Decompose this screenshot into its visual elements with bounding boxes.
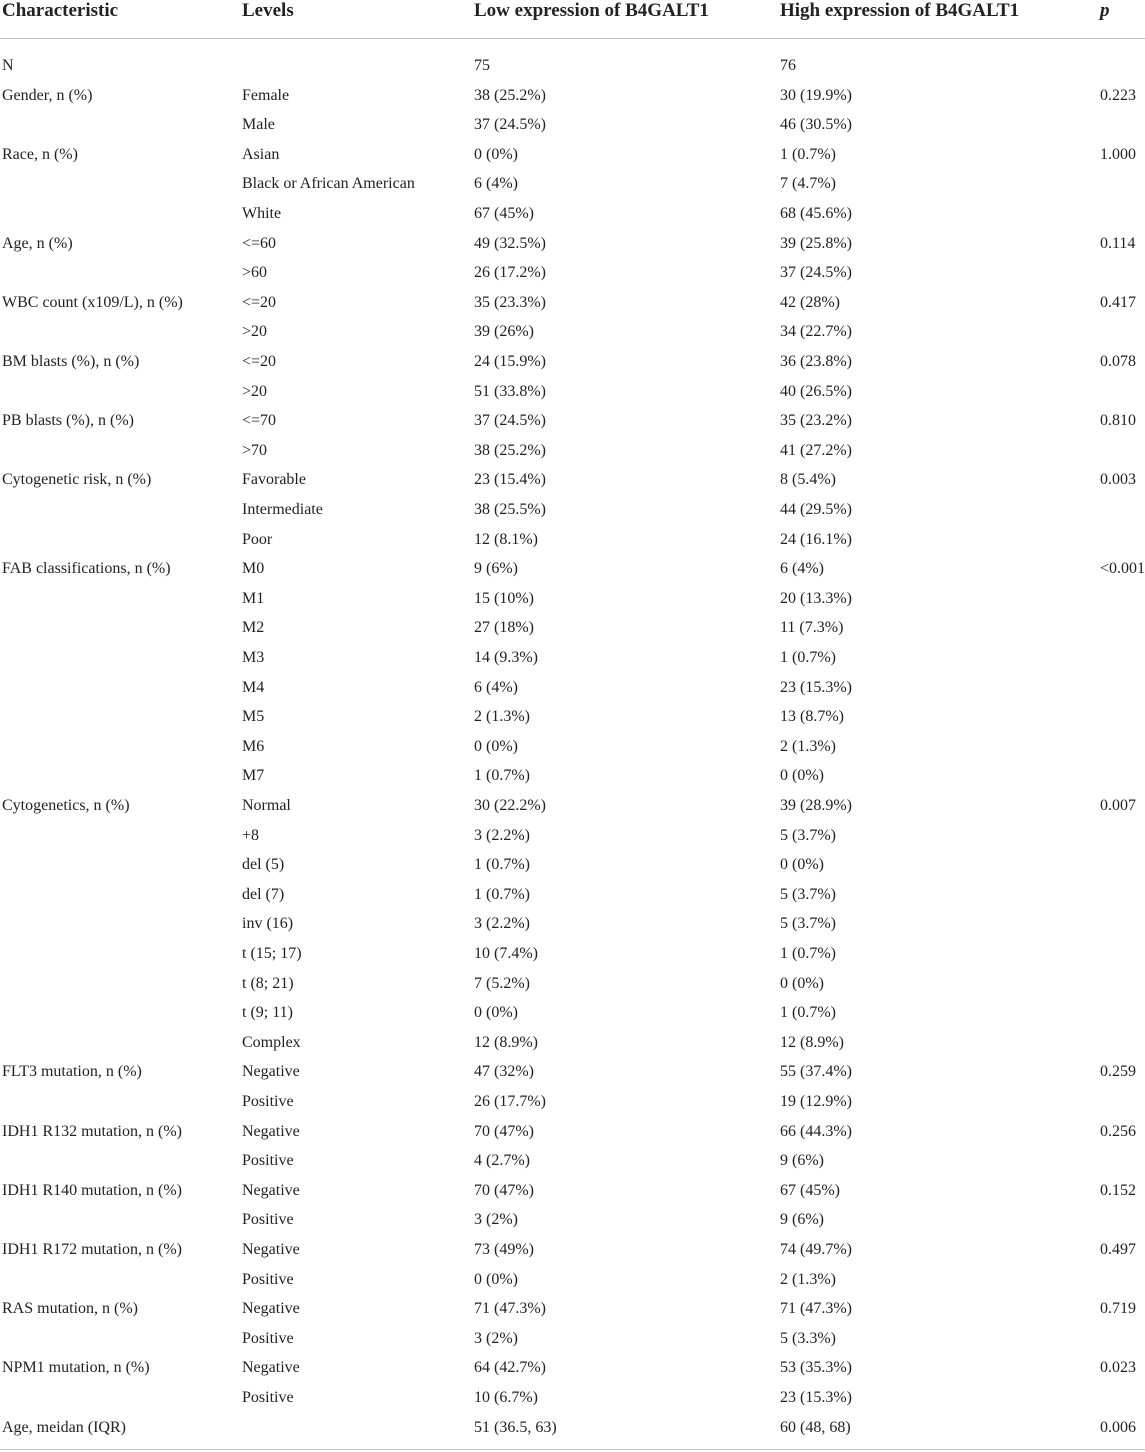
table-row [0,1062,1145,1092]
level-cell: Positive [242,1270,294,1288]
high-expression-cell: 19 (12.9%) [780,1093,852,1110]
level-cell: t (8; 21) [242,974,294,992]
level-cell: Negative [242,1063,300,1081]
low-expression-cell: 2 (1.3%) [474,708,530,726]
table-header [0,0,1145,39]
high-expression-cell: 66 (44.3%) [780,1122,852,1140]
p-value-cell: 0.152 [1100,1181,1136,1199]
table-row [0,234,1145,264]
low-expression-cell: 64 (42.7%) [474,1359,546,1377]
high-expression-cell: 1 (0.7%) [780,145,836,163]
level-cell: <=20 [242,353,277,370]
level-cell: Favorable [242,471,306,489]
table-row [0,411,1145,441]
table-row [0,1151,1145,1181]
table-row [0,826,1145,856]
table-row [0,618,1145,648]
low-expression-cell: 23 (15.4%) [474,471,546,489]
characteristic-cell: PB blasts (%), n (%) [2,412,134,430]
low-expression-cell: 3 (2%) [474,1329,518,1347]
level-cell: del (7) [242,885,285,903]
level-cell: Complex [242,1033,301,1051]
characteristic-cell: RAS mutation, n (%) [2,1300,138,1318]
header-high-expression: High expression of B4GALT1 [780,0,1020,21]
level-cell: inv (16) [242,915,294,933]
low-expression-cell: 10 (7.4%) [474,945,538,962]
table-row [0,293,1145,323]
table-row [0,322,1145,352]
level-cell: Asian [242,145,280,163]
level-cell: del (5) [242,856,285,874]
low-expression-cell: 49 (32.5%) [474,234,546,252]
low-expression-cell: 7 (5.2%) [474,974,530,992]
table-row [0,263,1145,293]
table-row [0,174,1145,204]
low-expression-cell: 38 (25.5%) [474,501,546,518]
high-expression-cell: 23 (15.3%) [780,678,852,696]
high-expression-cell: 13 (8.7%) [780,708,844,726]
low-expression-cell: 24 (15.9%) [474,353,546,370]
characteristic-cell: IDH1 R132 mutation, n (%) [2,1122,182,1140]
low-expression-cell: 35 (23.3%) [474,293,546,311]
high-expression-cell: 6 (4%) [780,560,824,578]
table-row [0,1358,1145,1388]
level-cell: Negative [242,1359,300,1377]
level-cell: Negative [242,1122,300,1140]
table-row [0,530,1145,560]
table-row [0,115,1145,145]
table-row [0,56,1145,86]
header-characteristic: Characteristic [2,0,119,21]
characteristic-cell: FLT3 mutation, n (%) [2,1063,142,1081]
high-expression-cell: 1 (0.7%) [780,1004,836,1022]
high-expression-cell: 5 (3.7%) [780,885,836,903]
low-expression-cell: 30 (22.2%) [474,797,546,814]
table-row [0,382,1145,412]
high-expression-cell: 36 (23.8%) [780,353,852,370]
p-value-cell: 0.497 [1100,1241,1136,1258]
table-row [0,1329,1145,1359]
p-value-cell: 0.417 [1100,293,1136,311]
low-expression-cell: 15 (10%) [474,589,534,607]
low-expression-cell: 0 (0%) [474,145,518,163]
high-expression-cell: 40 (26.5%) [780,382,852,400]
high-expression-cell: 0 (0%) [780,974,824,992]
table-row [0,559,1145,589]
characteristic-cell: Age, meidan (IQR) [2,1418,126,1436]
table-row [0,86,1145,116]
low-expression-cell: 67 (45%) [474,205,534,222]
characteristic-cell: Race, n (%) [2,145,78,163]
high-expression-cell: 9 (6%) [780,1152,824,1170]
low-expression-cell: 37 (24.5%) [474,412,546,430]
low-expression-cell: 75 [474,57,490,74]
level-cell: Poor [242,530,273,548]
level-cell: M1 [242,589,265,607]
table-row [0,589,1145,619]
level-cell: Intermediate [242,501,323,518]
level-cell: M7 [242,767,265,785]
low-expression-cell: 1 (0.7%) [474,767,530,785]
table-row [0,974,1145,1004]
high-expression-cell: 34 (22.7%) [780,323,852,341]
table-row [0,441,1145,471]
table-row [0,796,1145,826]
high-expression-cell: 39 (28.9%) [780,797,852,814]
level-cell: M5 [242,708,265,726]
table-row [0,707,1145,737]
table-row [0,1388,1145,1418]
table-row [0,855,1145,885]
low-expression-cell: 26 (17.7%) [474,1093,546,1110]
p-value-cell: 0.223 [1100,86,1136,104]
level-cell: M0 [242,560,265,578]
table-row [0,914,1145,944]
characteristic-cell: WBC count (x109/L), n (%) [2,293,183,311]
level-cell: Male [242,116,275,134]
level-cell: <=20 [242,293,277,311]
high-expression-cell: 9 (6%) [780,1211,824,1229]
level-cell: t (15; 17) [242,945,302,962]
low-expression-cell: 27 (18%) [474,619,534,637]
p-value-cell: 0.114 [1100,234,1136,252]
characteristic-cell: Gender, n (%) [2,86,93,104]
level-cell: >70 [242,441,268,459]
level-cell: M2 [242,619,265,637]
p-value-cell: 0.256 [1100,1122,1136,1140]
low-expression-cell: 26 (17.2%) [474,264,546,282]
high-expression-cell: 5 (3.7%) [780,826,836,844]
low-expression-cell: 37 (24.5%) [474,116,546,134]
high-expression-cell: 5 (3.3%) [780,1329,836,1347]
low-expression-cell: 71 (47.3%) [474,1300,546,1318]
low-expression-cell: 10 (6.7%) [474,1389,538,1406]
characteristic-cell: Cytogenetics, n (%) [2,797,130,814]
table-row [0,766,1145,796]
table-row [0,1003,1145,1033]
table-row [0,1181,1145,1211]
table-row [0,678,1145,708]
low-expression-cell: 51 (33.8%) [474,382,546,400]
high-expression-cell: 2 (1.3%) [780,1270,836,1288]
low-expression-cell: 0 (0%) [474,737,518,755]
low-expression-cell: 0 (0%) [474,1270,518,1288]
p-value-cell: 0.003 [1100,471,1136,489]
low-expression-cell: 39 (26%) [474,323,534,341]
level-cell: Negative [242,1241,300,1258]
level-cell: Positive [242,1093,294,1110]
low-expression-cell: 14 (9.3%) [474,649,538,666]
high-expression-cell: 39 (25.8%) [780,234,852,252]
low-expression-cell: 38 (25.2%) [474,86,546,104]
header-low-expression: Low expression of B4GALT1 [474,0,709,21]
level-cell: M6 [242,737,265,755]
level-cell: Positive [242,1389,294,1406]
characteristic-cell: Age, n (%) [2,234,73,252]
table-row [0,885,1145,915]
characteristic-cell: IDH1 R140 mutation, n (%) [2,1181,182,1199]
high-expression-cell: 23 (15.3%) [780,1389,852,1406]
level-cell: >60 [242,264,268,282]
level-cell: Positive [242,1211,294,1229]
high-expression-cell: 7 (4.7%) [780,175,836,193]
table-row [0,204,1145,234]
table-row [0,1270,1145,1300]
low-expression-cell: 6 (4%) [474,678,518,696]
p-value-cell: <0.001 [1100,560,1145,578]
level-cell: Positive [242,1329,294,1347]
table-row [0,1122,1145,1152]
high-expression-cell: 53 (35.3%) [780,1359,852,1377]
low-expression-cell: 4 (2.7%) [474,1152,530,1170]
p-value-cell: 0.007 [1100,797,1136,814]
low-expression-cell: 9 (6%) [474,560,518,578]
level-cell: t (9; 11) [242,1004,293,1022]
p-value-cell: 0.006 [1100,1418,1136,1436]
high-expression-cell: 30 (19.9%) [780,86,852,104]
characteristic-cell: Cytogenetic risk, n (%) [2,471,152,489]
high-expression-cell: 11 (7.3%) [780,619,844,637]
high-expression-cell: 44 (29.5%) [780,501,852,518]
characteristic-cell: BM blasts (%), n (%) [2,353,140,370]
p-value-cell: 0.719 [1100,1300,1136,1318]
low-expression-cell: 1 (0.7%) [474,885,530,903]
table-row [0,1240,1145,1270]
high-expression-cell: 35 (23.2%) [780,412,852,430]
high-expression-cell: 0 (0%) [780,767,824,785]
level-cell: White [242,205,282,222]
characteristic-cell: FAB classifications, n (%) [2,560,171,578]
table-row [0,1033,1145,1063]
level-cell: M3 [242,649,265,666]
high-expression-cell: 74 (49.7%) [780,1241,852,1258]
level-cell: +8 [242,826,260,844]
table-row [0,1210,1145,1240]
level-cell: Negative [242,1181,300,1199]
high-expression-cell: 60 (48, 68) [780,1418,851,1436]
low-expression-cell: 6 (4%) [474,175,518,193]
low-expression-cell: 3 (2.2%) [474,826,530,844]
level-cell: >20 [242,323,268,341]
high-expression-cell: 1 (0.7%) [780,649,836,666]
header-levels: Levels [242,0,294,21]
characteristic-cell: IDH1 R172 mutation, n (%) [2,1241,182,1258]
low-expression-cell: 12 (8.1%) [474,530,538,548]
low-expression-cell: 12 (8.9%) [474,1033,538,1051]
p-value-cell: 0.810 [1100,412,1136,430]
high-expression-cell: 20 (13.3%) [780,589,852,607]
high-expression-cell: 76 [780,57,796,74]
p-value-cell: 0.259 [1100,1063,1136,1081]
p-value-cell: 0.023 [1100,1359,1136,1377]
high-expression-cell: 12 (8.9%) [780,1033,844,1051]
high-expression-cell: 5 (3.7%) [780,915,836,933]
p-value-cell: 0.078 [1100,353,1136,370]
high-expression-cell: 55 (37.4%) [780,1063,852,1081]
table-row [0,1418,1145,1448]
high-expression-cell: 46 (30.5%) [780,116,852,134]
table-row [0,352,1145,382]
low-expression-cell: 51 (36.5, 63) [474,1418,557,1436]
level-cell: <=70 [242,412,277,430]
table-row [0,944,1145,974]
low-expression-cell: 3 (2%) [474,1211,518,1229]
low-expression-cell: 47 (32%) [474,1063,534,1081]
level-cell: Black or African American [242,175,415,193]
characteristic-cell: N [2,57,14,74]
low-expression-cell: 3 (2.2%) [474,915,530,933]
high-expression-cell: 41 (27.2%) [780,441,852,459]
characteristic-cell: NPM1 mutation, n (%) [2,1359,150,1377]
high-expression-cell: 2 (1.3%) [780,737,836,755]
high-expression-cell: 0 (0%) [780,856,824,874]
low-expression-cell: 70 (47%) [474,1122,534,1140]
level-cell: <=60 [242,234,277,252]
level-cell: Positive [242,1152,294,1170]
table-row [0,1092,1145,1122]
high-expression-cell: 71 (47.3%) [780,1300,852,1318]
level-cell: Normal [242,797,291,814]
low-expression-cell: 73 (49%) [474,1241,534,1258]
high-expression-cell: 8 (5.4%) [780,471,836,489]
table-row [0,737,1145,767]
table-row [0,500,1145,530]
low-expression-cell: 0 (0%) [474,1004,518,1022]
high-expression-cell: 24 (16.1%) [780,530,852,548]
high-expression-cell: 67 (45%) [780,1181,840,1199]
high-expression-cell: 37 (24.5%) [780,264,852,282]
level-cell: >20 [242,382,268,400]
table-bottom-rule [0,1449,1145,1450]
table-row [0,648,1145,678]
level-cell: Female [242,86,290,104]
table-row [0,145,1145,175]
level-cell: M4 [242,678,265,696]
low-expression-cell: 70 (47%) [474,1181,534,1199]
high-expression-cell: 1 (0.7%) [780,945,836,962]
level-cell: Negative [242,1300,300,1318]
high-expression-cell: 68 (45.6%) [780,205,852,222]
low-expression-cell: 38 (25.2%) [474,441,546,459]
high-expression-cell: 42 (28%) [780,293,840,311]
table-row [0,470,1145,500]
header-p-value: p [1100,0,1110,21]
low-expression-cell: 1 (0.7%) [474,856,530,874]
p-value-cell: 1.000 [1100,145,1136,163]
table-row [0,1299,1145,1329]
